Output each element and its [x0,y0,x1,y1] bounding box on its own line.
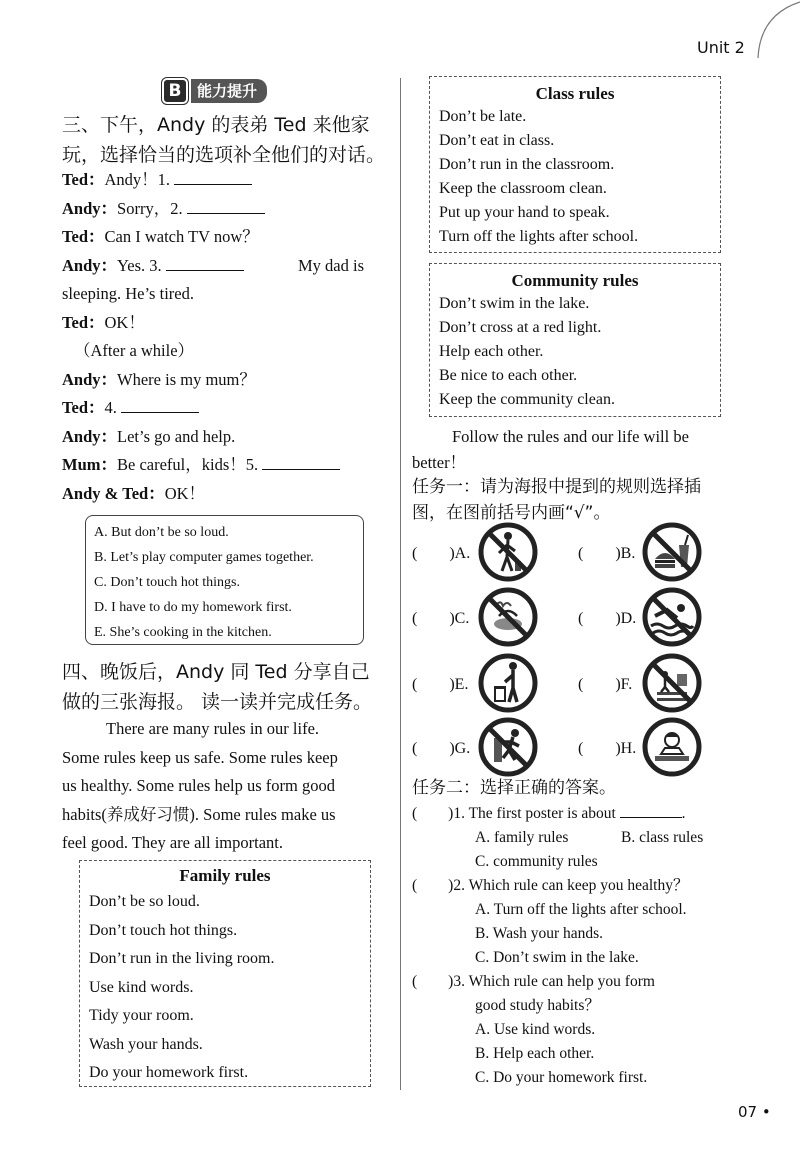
rule-item: Don’t touch hot things. [89,921,238,939]
task1-instruction: 任务一：请为海报中提到的规则选择插 [412,477,701,497]
family-rules-poster [79,860,371,1087]
answer-blank[interactable] [187,199,265,214]
no-littering-icon [477,521,539,583]
badge-letter: B [162,78,188,104]
badge-title: 能力提升 [191,79,267,103]
rule-item: Keep the classroom clean. [439,180,607,197]
task2-question-2: ( )2. Which rule can keep you healthy？ [412,877,689,894]
rule-item: Turn off the lights after school. [439,228,639,245]
picture-choice-g[interactable]: ( )G. [412,740,471,757]
rule-item: Don’t be late. [439,108,527,125]
no-running-icon [477,716,539,778]
picture-choice-d[interactable]: ( )D. [578,610,637,627]
rule-item: Don’t cross at a red light. [439,319,602,336]
stage-direction: （After a while） [74,341,195,360]
rule-item: Don’t run in the classroom. [439,156,615,173]
use-trash-can-icon [477,652,539,714]
answer-blank[interactable] [166,256,244,271]
rule-item: Don’t be so loud. [89,893,200,910]
option-item: C. Don’t touch hot things. [94,575,240,590]
answer-option: C. Don’t swim in the lake. [475,949,639,966]
task2-question-1: ( )1. The first poster is about . [412,805,686,822]
community-rules-poster [429,263,721,417]
closing-line: Follow the rules and our life will be [452,427,689,446]
options-box [85,515,364,645]
no-touching-hot-icon [477,586,539,648]
no-crossing-icon [641,652,703,714]
doing-homework-icon [641,716,703,778]
picture-choice-h[interactable]: ( )H. [578,740,637,757]
task2-question-3: ( )3. Which rule can help you form [412,973,655,990]
option-item: A. But don’t be so loud. [94,525,229,540]
class-rules-poster [429,76,721,253]
picture-choice-a[interactable]: ( )A. [412,545,471,562]
intro-line: There are many rules in our life. [106,719,320,738]
picture-choice-b[interactable]: ( )B. [578,545,636,562]
answer-option: B. Help each other. [475,1045,595,1062]
dialogue-line: Andy：Let’s go and help. [62,427,236,446]
no-swimming-icon [641,586,703,648]
poster-title: Family rules [179,866,271,885]
rule-item: Tidy your room. [89,1007,194,1024]
column-divider [400,78,401,1090]
rule-item: Don’t swim in the lake. [439,295,590,312]
q4-heading-line2: 做的三张海报。 读一读并完成任务。 [62,691,373,713]
question-continued: good study habits？ [475,997,600,1014]
answer-blank[interactable] [620,803,682,818]
dialogue-line: Ted：Andy！1. [62,166,252,195]
answer-option: C. community rules [475,853,598,870]
answer-option: A. Use kind words. [475,1021,596,1038]
option-item: B. Let’s play computer games together. [94,550,314,565]
dialogue-line: Ted：OK！ [62,313,145,332]
dialogue-line: sleeping. He’s tired. [62,284,194,303]
task2-title: 任务二：选择正确的答案。 [412,778,616,798]
closing-line: better！ [412,453,467,472]
dialogue-line-continued: My dad is [298,256,364,275]
option-item: D. I have to do my homework first. [94,600,292,615]
poster-title: Class rules [535,84,615,103]
task1-instruction: 图，在图前括号内画“√”。 [412,503,611,523]
dialogue-line: Andy：Sorry，2. [62,195,265,224]
unit-label: Unit 2 [697,38,745,57]
answer-option: B. Wash your hands. [475,925,604,942]
answer-blank[interactable] [121,398,199,413]
dialogue-line: Andy & Ted：OK！ [62,484,206,503]
rule-item: Wash your hands. [89,1035,203,1053]
rule-item: Do your homework first. [89,1064,249,1081]
q4-heading-line1: 四、晚饭后，Andy 同 Ted 分享自己 [62,661,370,683]
rule-item: Be nice to each other. [439,367,578,384]
dialogue-line: Ted：Can I watch TV now？ [62,227,259,246]
answer-option: A. Turn off the lights after school. [475,901,687,918]
corner-decoration [750,0,800,60]
dialogue-line: Mum：Be careful，kids！5. [62,451,340,480]
rule-item: Don’t eat in class. [439,132,555,149]
rule-item: Put up your hand to speak. [439,204,610,221]
q3-heading-line2: 玩，选择恰当的选项补全他们的对话。 [62,144,386,166]
dialogue-line: Andy：Yes. 3. [62,252,244,281]
dialogue-line: Andy：Where is my mum？ [62,370,256,389]
picture-choice-f[interactable]: ( )F. [578,676,633,693]
answer-option: A. family rules [475,829,569,846]
q3-heading-line1: 三、下午，Andy 的表弟 Ted 来他家 [62,114,370,136]
answer-blank[interactable] [174,170,252,185]
rule-item: Help each other. [439,343,544,360]
rule-item: Keep the community clean. [439,391,615,408]
dialogue-line: Ted：4. [62,394,199,423]
rule-item: Use kind words. [89,978,194,996]
section-badge [162,79,267,103]
intro-line: habits(养成好习惯). Some rules make us [62,805,336,824]
option-item: E. She’s cooking in the kitchen. [94,625,272,640]
answer-option: B. class rules [621,829,704,846]
intro-line: Some rules keep us safe. Some rules keep [62,748,338,767]
picture-choice-e[interactable]: ( )E. [412,676,469,693]
rule-item: Don’t run in the living room. [89,950,275,967]
intro-line: feel good. They are all important. [62,833,283,852]
picture-choice-c[interactable]: ( )C. [412,610,470,627]
answer-option: C. Do your homework first. [475,1069,648,1086]
intro-line: us healthy. Some rules help us form good [62,776,335,795]
page-number: 07 • [738,1103,771,1121]
poster-title: Community rules [511,271,639,290]
answer-blank[interactable] [262,455,340,470]
no-eating-icon [641,521,703,583]
